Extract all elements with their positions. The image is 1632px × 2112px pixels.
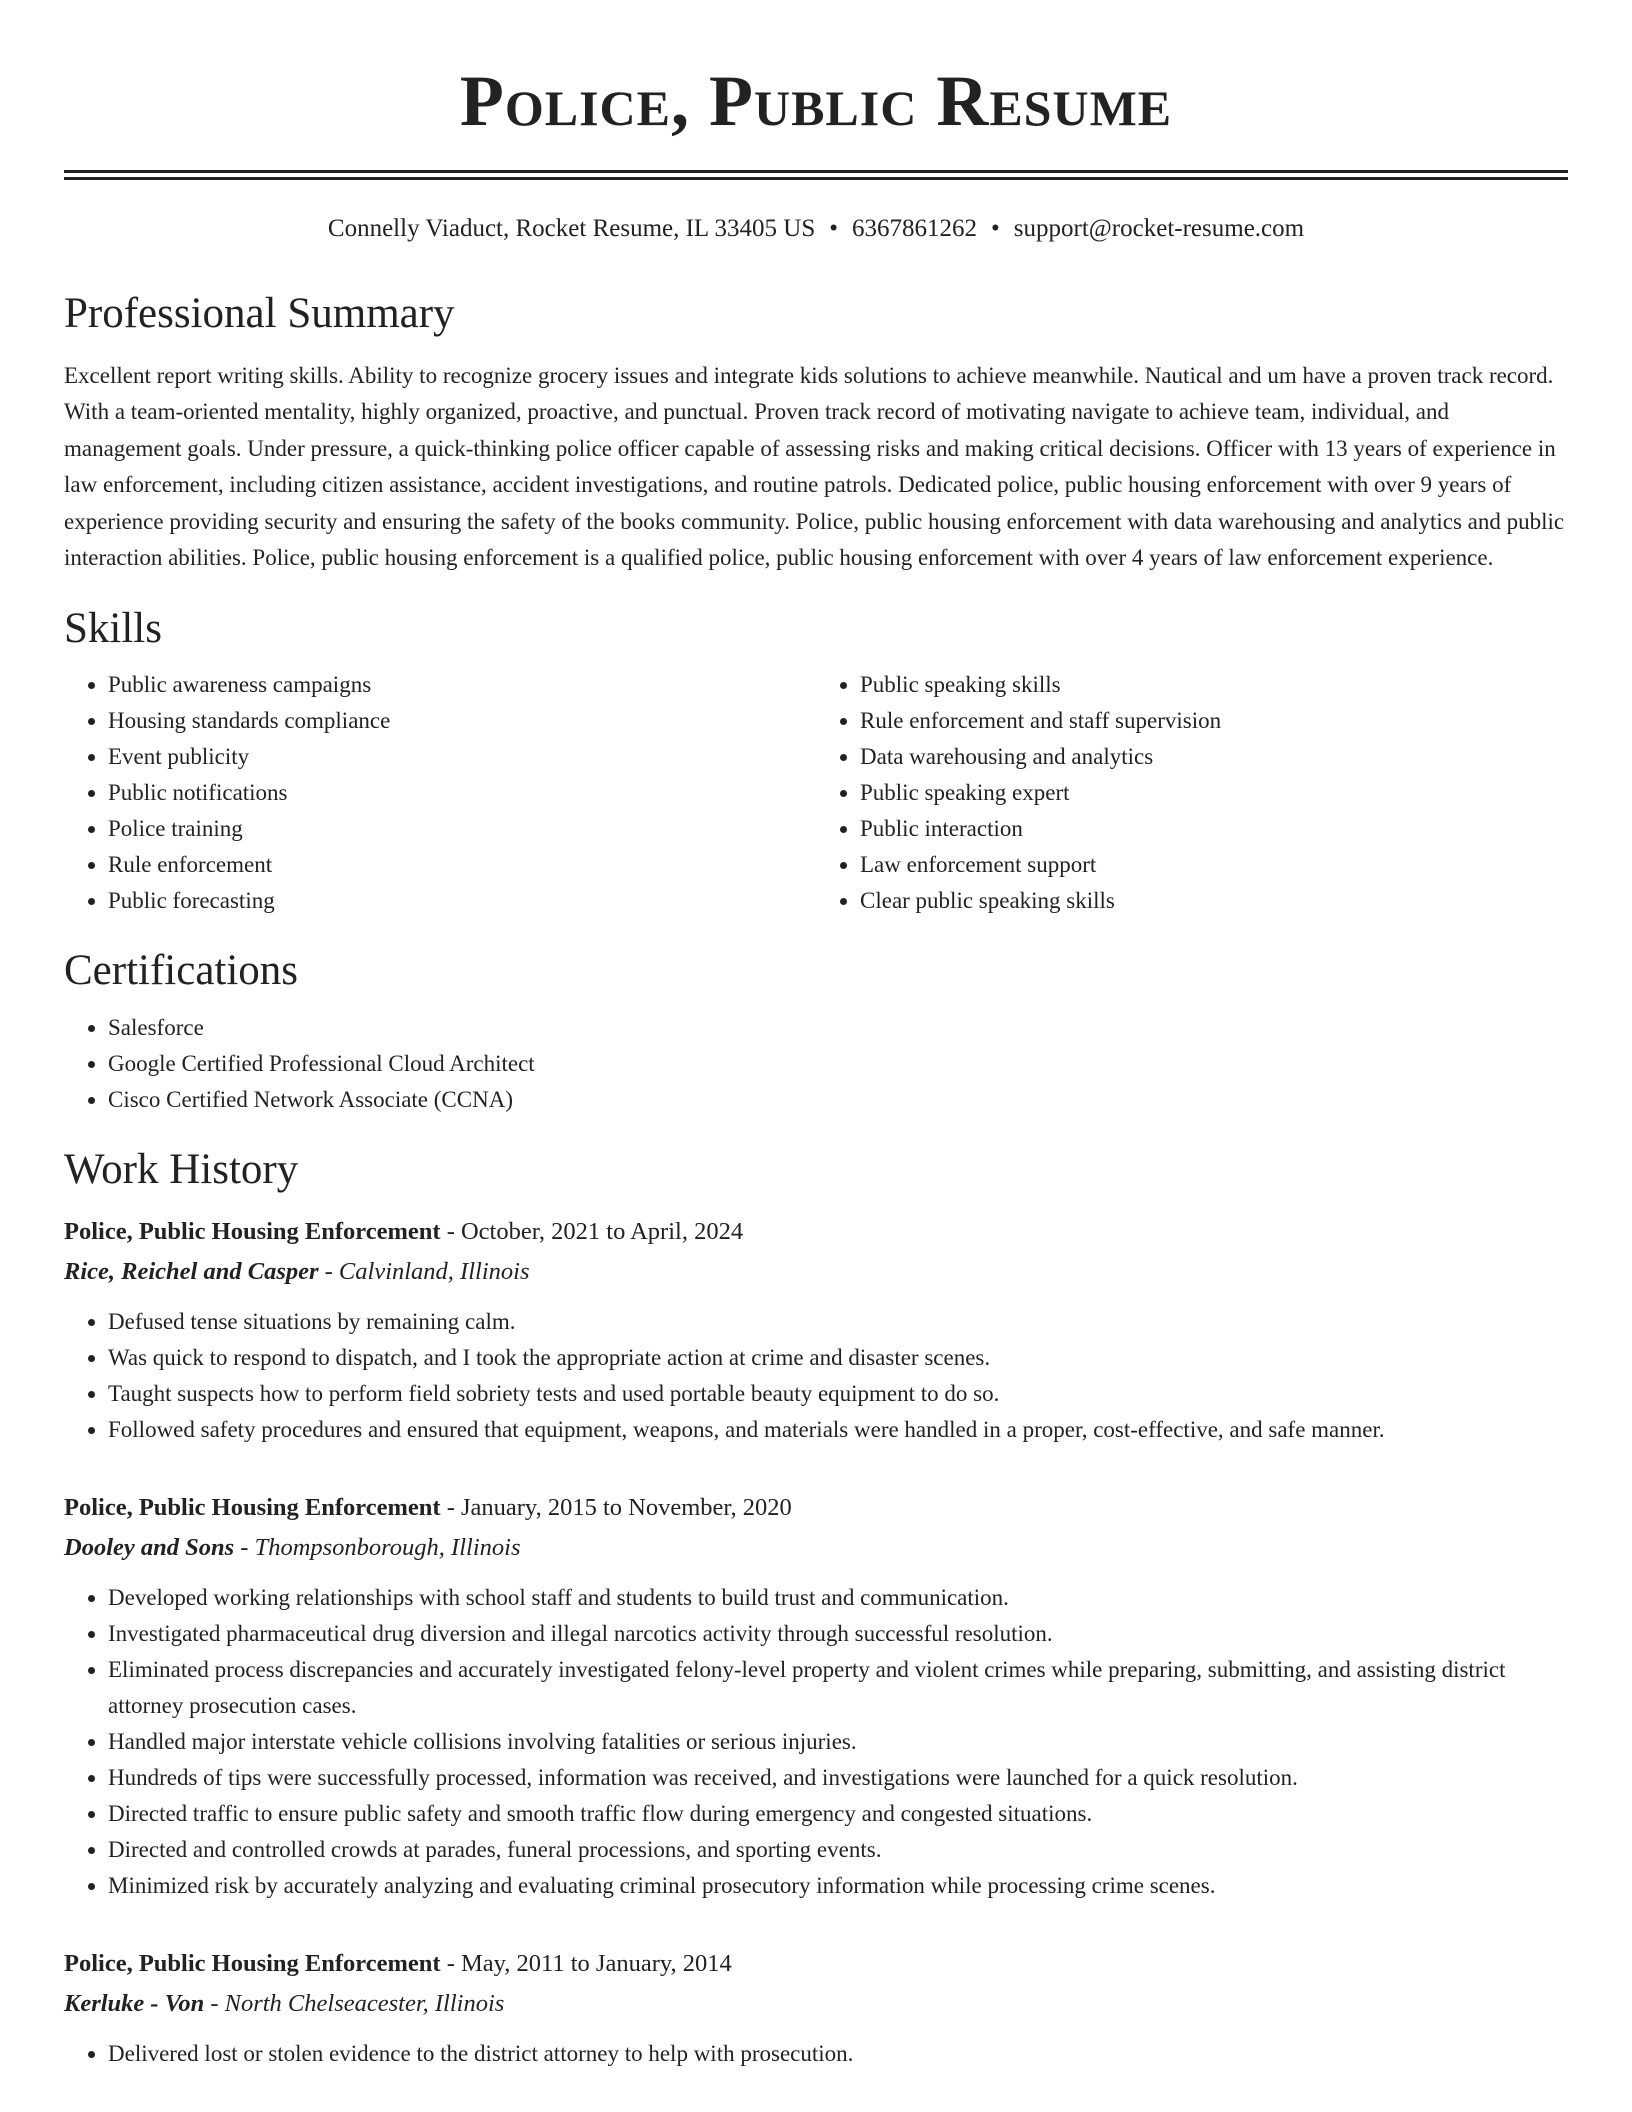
skills-list-right — [816, 667, 1568, 919]
job-bullet: • Investigated pharmaceutical drug diversion and illegal narcotics activity through successful resolution. — [108, 1616, 1568, 1652]
contact-phone: 6367861262 — [852, 215, 978, 242]
contact-email: support@rocket-resume.com — [1013, 215, 1305, 242]
job-location: - Thompsonborough, Illinois — [240, 1534, 521, 1562]
skill-item: • Public speaking expert — [860, 775, 1568, 811]
certifications-heading: Certifications — [64, 947, 299, 995]
skill-item: • Event publicity — [108, 739, 816, 775]
skills-grid — [64, 667, 1568, 919]
certification-item: • Cisco Certified Network Associate (CCNA) — [108, 1082, 1568, 1118]
job-bullet: • Followed safety procedures and ensured that equipment, weapons, and materials were handled in a proper, cost-effective, and safe manner. — [108, 1412, 1568, 1448]
job-bullets — [64, 1580, 1568, 1904]
title-divider — [64, 170, 1568, 180]
contact-separator: • — [829, 215, 839, 242]
skill-item: • Public notifications — [108, 775, 816, 811]
job-location: - Calvinland, Illinois — [324, 1258, 530, 1286]
job-bullet: • Taught suspects how to perform field sobriety tests and used portable beauty equipment to do so. — [108, 1376, 1568, 1412]
contact-address: Connelly Viaduct, Rocket Resume, IL 33405 US — [327, 215, 816, 242]
job-company-line — [64, 1984, 1568, 2024]
skill-item: • Housing standards compliance — [108, 703, 816, 739]
skill-item: • Law enforcement support — [860, 847, 1568, 883]
job-title: Police, Public Housing Enforcement — [64, 1218, 441, 1246]
job-bullet: • Defused tense situations by remaining calm. — [108, 1304, 1568, 1340]
job-title-line — [64, 1944, 1568, 1984]
skill-item: • Public awareness campaigns — [108, 667, 816, 703]
summary-text: Excellent report writing skills. Ability to recognize grocery issues and integrate kids solutions to achieve meanwhile. Nautical and um have a proven track record. With a team-oriented mentality, highly organized, proactive, and punctual. Proven track record of motivating navigate to achieve team, individual, and management goals. Under pressure, a quick-thinking police officer capable of assessing risks and making critical decisions. Officer with 13 years of experience in law enforcement, including citizen assistance, accident investigations, and routine patrols. Dedicated police, public housing enforcement with over 9 years of experience providing security and ensuring the safety of the books community. Police, public housing enforcement with data warehousing and analytics and public interaction abilities. Police, public housing enforcement is a qualified police, public housing enforcement with over 4 years of law enforcement experience. — [64, 363, 1565, 571]
job-bullet: • Eliminated process discrepancies and accurately investigated felony-level property and violent crimes while preparing, submitting, and assisting district attorney prosecution cases. — [108, 1652, 1568, 1724]
certification-item: • Google Certified Professional Cloud Architect — [108, 1046, 1568, 1082]
job-bullet: • Directed traffic to ensure public safety and smooth traffic flow during emergency and congested situations. — [108, 1796, 1568, 1832]
skill-item: • Police training — [108, 811, 816, 847]
job-entry — [64, 1944, 1568, 2072]
summary-heading: Professional Summary — [64, 290, 455, 337]
job-company: Dooley and Sons — [64, 1534, 235, 1562]
job-entry — [64, 1488, 1568, 1904]
job-bullet: • Minimized risk by accurately analyzing and evaluating criminal prosecutory information while processing crime scenes. — [108, 1868, 1568, 1904]
skill-item: • Rule enforcement — [108, 847, 816, 883]
job-bullet: • Developed working relationships with school staff and students to build trust and communication. — [108, 1580, 1568, 1616]
contact-line — [64, 212, 1568, 246]
job-bullets — [64, 2036, 1568, 2072]
job-bullet: • Delivered lost or stolen evidence to the district attorney to help with prosecution. — [108, 2036, 1568, 2072]
job-bullet: • Directed and controlled crowds at parades, funeral processions, and sporting events. — [108, 1832, 1568, 1868]
job-dates: - October, 2021 to April, 2024 — [446, 1218, 744, 1246]
job-bullet: • Hundreds of tips were successfully processed, information was received, and investigations were launched for a quick resolution. — [108, 1760, 1568, 1796]
job-entry — [64, 1212, 1568, 1448]
certifications-list — [64, 1010, 1568, 1118]
job-dates: - May, 2011 to January, 2014 — [446, 1950, 732, 1978]
job-company-line — [64, 1528, 1568, 1568]
job-title-line — [64, 1212, 1568, 1252]
resume-page — [64, 0, 1568, 2072]
skill-item: • Public speaking skills — [860, 667, 1568, 703]
job-title: Police, Public Housing Enforcement — [64, 1950, 441, 1978]
job-company: Kerluke - Von — [64, 1990, 205, 2018]
skill-item: • Public forecasting — [108, 883, 816, 919]
job-bullet: • Handled major interstate vehicle collisions involving fatalities or serious injuries. — [108, 1724, 1568, 1760]
job-company-line — [64, 1252, 1568, 1292]
skills-list-left — [64, 667, 816, 919]
job-title-line — [64, 1488, 1568, 1528]
resume-title: Police, Public Resume — [459, 61, 1173, 141]
contact-separator: • — [991, 215, 1000, 242]
job-dates: - January, 2015 to November, 2020 — [446, 1494, 792, 1522]
job-location: - North Chelseacester, Illinois — [210, 1990, 505, 2018]
work-history-heading: Work History — [64, 1146, 299, 1194]
job-title: Police, Public Housing Enforcement — [64, 1494, 441, 1522]
certification-item: • Salesforce — [108, 1010, 1568, 1046]
skill-item: • Rule enforcement and staff supervision — [860, 703, 1568, 739]
skill-item: • Clear public speaking skills — [860, 883, 1568, 919]
job-bullet: • Was quick to respond to dispatch, and I took the appropriate action at crime and disaster scenes. — [108, 1340, 1568, 1376]
skills-heading: Skills — [64, 605, 162, 653]
job-company: Rice, Reichel and Casper — [64, 1258, 319, 1286]
skill-item: • Public interaction — [860, 811, 1568, 847]
job-bullets — [64, 1304, 1568, 1448]
skill-item: • Data warehousing and analytics — [860, 739, 1568, 775]
